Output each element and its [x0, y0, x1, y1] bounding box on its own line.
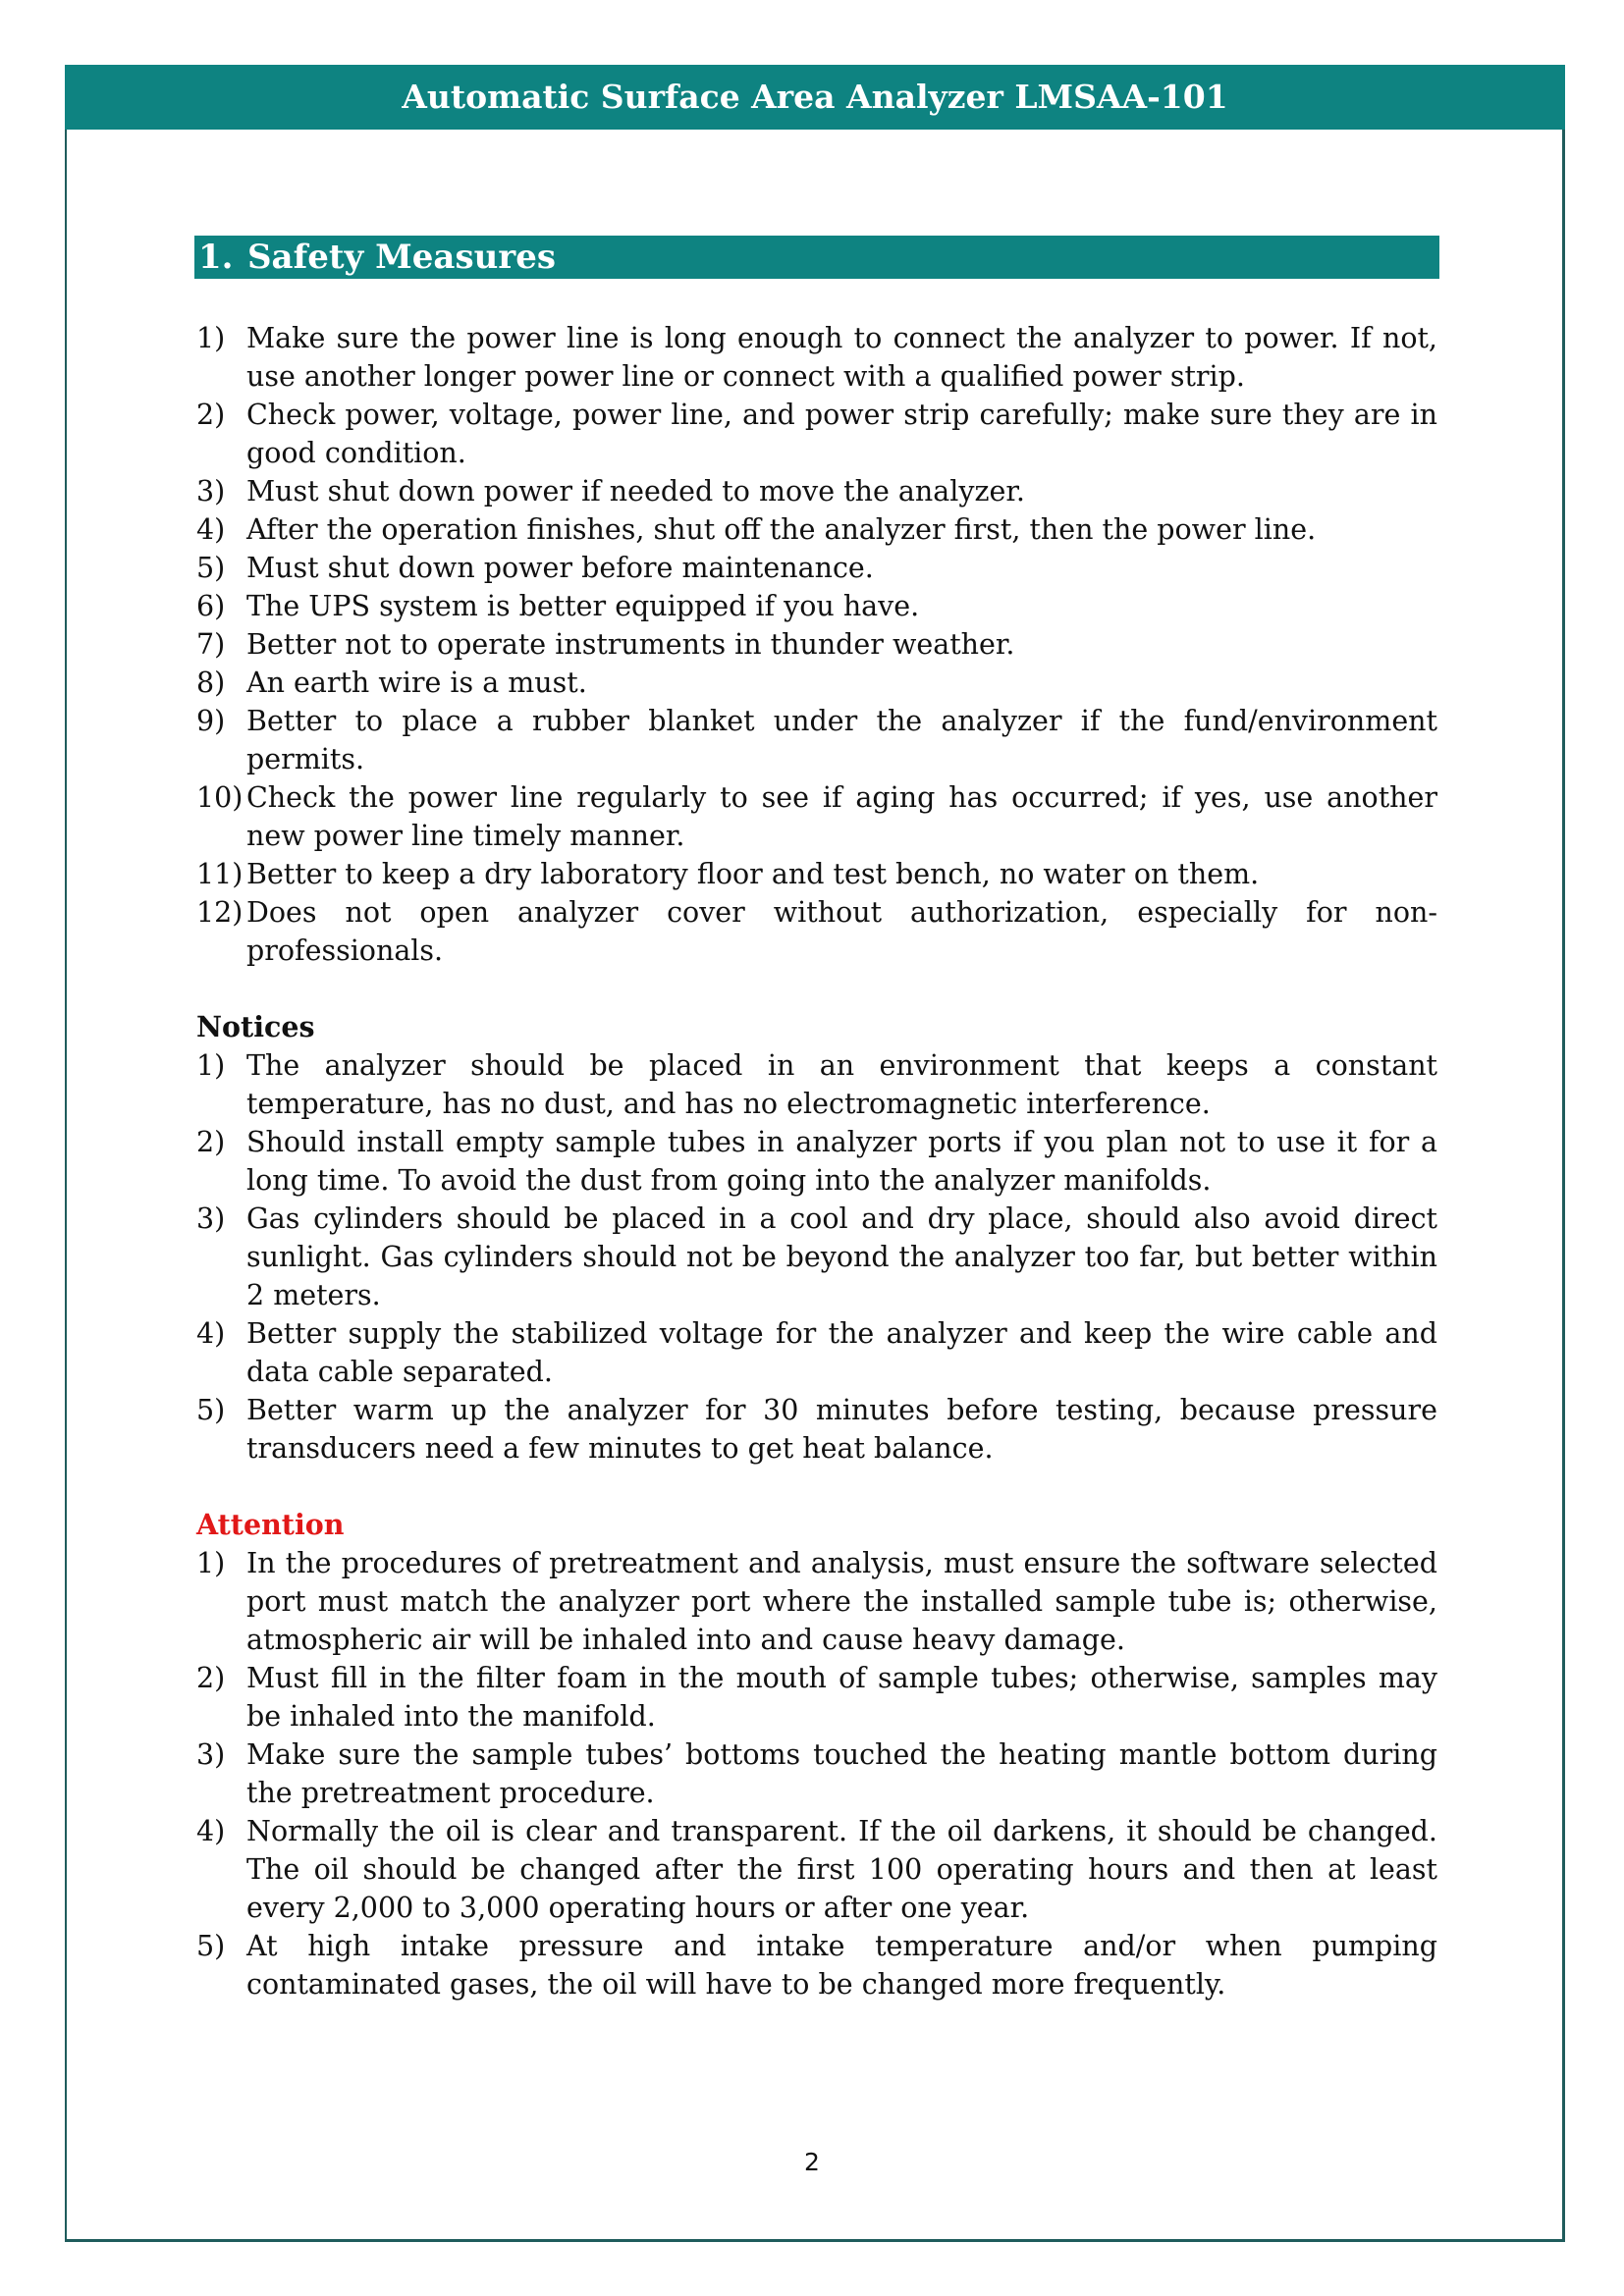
document-title: Automatic Surface Area Analyzer LMSAA-101: [402, 78, 1228, 116]
list-item: [196, 893, 1437, 970]
item-number: 4): [196, 1317, 226, 1350]
item-number: 2): [196, 1662, 226, 1694]
item-number: 5): [196, 1394, 226, 1426]
item-number: 10): [196, 781, 244, 814]
list-item: [196, 702, 1437, 778]
list-item: [196, 319, 1437, 396]
list-item: [196, 587, 1437, 625]
document-body: [196, 319, 1437, 2003]
item-number: 2): [196, 399, 226, 431]
list-item: [196, 1200, 1437, 1314]
item-text: Better to keep a dry laboratory floor and test bench, no water on them.: [246, 858, 1260, 890]
item-text: Normally the oil is clear and transparent. If the oil darkens, it should be changed. The oil should be changed after the first 100 operating hours and then at least every 2,000 to 3,000 operating hours or after one year.: [246, 1815, 1437, 1924]
item-number: 11): [196, 858, 244, 890]
list-item: [196, 510, 1437, 549]
item-text: After the operation finishes, shut off the analyzer first, then the power line.: [246, 513, 1317, 546]
list-item: [196, 778, 1437, 855]
item-text: Make sure the sample tubes’ bottoms touched the heating mantle bottom during the pretreatment procedure.: [246, 1738, 1437, 1809]
attention-list: [196, 1544, 1437, 2003]
list-item: [196, 625, 1437, 664]
notices-list: [196, 1046, 1437, 1468]
item-text: Better supply the stabilized voltage for the analyzer and keep the wire cable and data cable separated.: [246, 1317, 1437, 1388]
item-text: Does not open analyzer cover without authorization, especially for non-professionals.: [246, 896, 1437, 967]
section-heading: [194, 236, 1439, 279]
list-item: [196, 1314, 1437, 1391]
section-title: Safety Measures: [247, 238, 556, 277]
attention-heading: Attention: [196, 1508, 345, 1541]
item-number: 9): [196, 705, 226, 737]
list-item: [196, 1659, 1437, 1735]
list-item: [196, 1046, 1437, 1123]
list-item: [196, 1123, 1437, 1200]
item-text: Better warm up the analyzer for 30 minutes before testing, because pressure transducers need a few minutes to get heat balance.: [246, 1394, 1437, 1465]
list-item: [196, 1735, 1437, 1812]
item-text: Make sure the power line is long enough to connect the analyzer to power. If not, use another longer power line or connect with a qualified power strip.: [246, 322, 1437, 393]
item-number: 5): [196, 552, 226, 584]
item-number: 3): [196, 1738, 226, 1771]
item-number: 3): [196, 1202, 226, 1235]
item-text: At high intake pressure and intake temperature and/or when pumping contaminated gases, the oil will have to be changed more frequently.: [246, 1930, 1437, 2001]
section-number: 1.: [198, 238, 234, 277]
item-text: An earth wire is a must.: [246, 667, 587, 699]
notices-heading: Notices: [196, 1010, 315, 1043]
item-text: The analyzer should be placed in an environment that keeps a constant temperature, has no dust, and has no electromagnetic interference.: [246, 1049, 1437, 1120]
list-item: [196, 664, 1437, 702]
item-text: Gas cylinders should be placed in a cool and dry place, should also avoid direct sunlight. Gas cylinders should not be beyond the analyzer too far, but better within 2 meters.: [246, 1202, 1437, 1311]
item-text: Better not to operate instruments in thunder weather.: [246, 628, 1015, 661]
item-number: 6): [196, 590, 226, 622]
list-item: [196, 1927, 1437, 2003]
item-number: 8): [196, 667, 226, 699]
item-number: 4): [196, 513, 226, 546]
list-item: [196, 1544, 1437, 1659]
item-number: 4): [196, 1815, 226, 1847]
item-number: 7): [196, 628, 226, 661]
safety-list: [196, 319, 1437, 970]
item-number: 2): [196, 1126, 226, 1158]
document-header: [65, 65, 1565, 130]
item-text: Must shut down power if needed to move the analyzer.: [246, 475, 1025, 507]
list-item: [196, 549, 1437, 587]
item-text: The UPS system is better equipped if you have.: [246, 590, 920, 622]
item-text: In the procedures of pretreatment and analysis, must ensure the software selected port must match the analyzer port where the installed sample tube is; otherwise, atmospheric air will be inhaled into and cause heavy damage.: [246, 1547, 1437, 1656]
item-text: Check power, voltage, power line, and power strip carefully; make sure they are in good condition.: [246, 399, 1437, 469]
item-number: 1): [196, 1547, 226, 1579]
list-item: [196, 855, 1437, 893]
list-item: [196, 1812, 1437, 1927]
item-number: 3): [196, 475, 226, 507]
list-item: [196, 472, 1437, 510]
item-text: Should install empty sample tubes in analyzer ports if you plan not to use it for a long time. To avoid the dust from going into the analyzer manifolds.: [246, 1126, 1437, 1197]
item-number: 1): [196, 322, 226, 354]
spacer: [196, 1468, 1437, 1506]
item-text: Check the power line regularly to see if aging has occurred; if yes, use another new power line timely manner.: [246, 781, 1437, 852]
page-number: 2: [804, 2148, 820, 2176]
spacer: [196, 970, 1437, 1008]
list-item: [196, 396, 1437, 472]
item-number: 12): [196, 896, 244, 929]
item-text: Must shut down power before maintenance.: [246, 552, 874, 584]
item-number: 5): [196, 1930, 226, 1962]
item-number: 1): [196, 1049, 226, 1082]
item-text: Must fill in the filter foam in the mouth of sample tubes; otherwise, samples may be inhaled into the manifold.: [246, 1662, 1437, 1733]
list-item: [196, 1391, 1437, 1468]
item-text: Better to place a rubber blanket under the analyzer if the fund/environment permits.: [246, 705, 1437, 775]
